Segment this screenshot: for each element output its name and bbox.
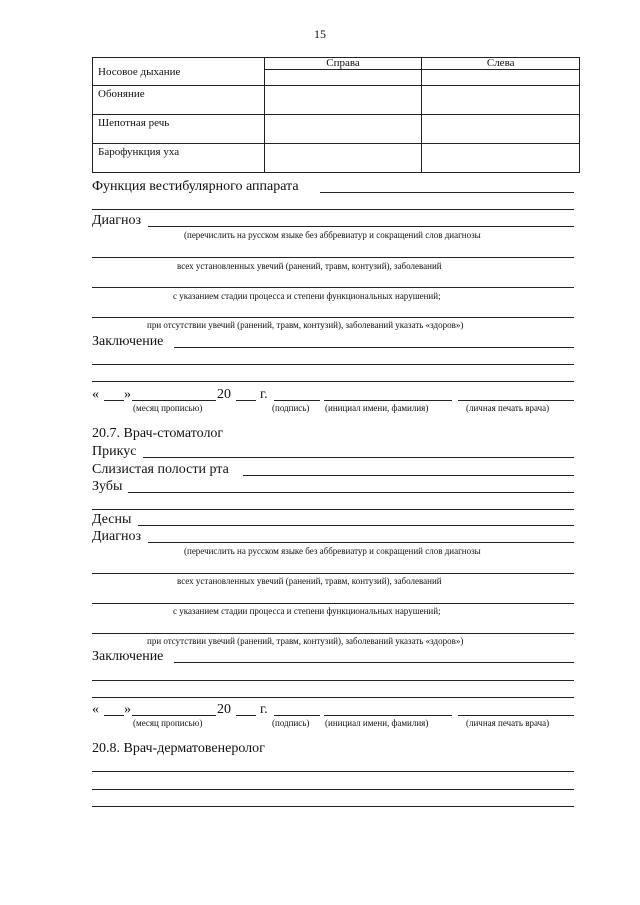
name-field[interactable] — [324, 400, 452, 401]
vestibular-line[interactable] — [320, 192, 574, 193]
year-prefix: 20 — [217, 702, 231, 717]
blank-line[interactable] — [92, 509, 574, 510]
day-field[interactable] — [104, 715, 124, 716]
blank-line[interactable] — [92, 287, 574, 288]
year-field[interactable] — [236, 400, 256, 401]
cell-smell-right[interactable] — [264, 86, 422, 115]
cell-smell-left[interactable] — [422, 86, 580, 115]
cell-whisper-left[interactable] — [422, 115, 580, 144]
blank-line[interactable] — [92, 381, 574, 382]
date-quote-close: » — [124, 387, 131, 402]
diagnosis-hint: с указанием стадии процесса и степени функциональных нарушений; — [173, 606, 441, 616]
stamp-field[interactable] — [458, 400, 574, 401]
month-hint: (месяц прописью) — [133, 718, 203, 728]
teeth-line[interactable] — [128, 492, 574, 493]
cell-baro-right[interactable] — [264, 144, 422, 173]
table-row — [93, 86, 580, 115]
section-title-derm: 20.8. Врач-дерматовенеролог — [92, 741, 265, 756]
blank-line[interactable] — [92, 771, 574, 772]
blank-line[interactable] — [92, 257, 574, 258]
bite-line[interactable] — [143, 457, 574, 458]
year-suffix: г. — [260, 387, 268, 402]
diagnosis-hint: при отсутствии увечий (ранений, травм, контузий), заболеваний указать «здоров») — [147, 320, 464, 330]
diagnosis-hint: с указанием стадии процесса и степени функциональных нарушений; — [173, 291, 441, 301]
header-left: Слева — [422, 58, 580, 70]
mucosa-label: Слизистая полости рта — [92, 462, 229, 477]
day-field[interactable] — [104, 400, 124, 401]
row-label-barofunction: Барофункция уха — [93, 144, 265, 173]
conclusion-line[interactable] — [174, 347, 574, 348]
gums-line[interactable] — [138, 525, 574, 526]
year-suffix: г. — [260, 702, 268, 717]
row-label-whisper: Шепотная речь — [93, 115, 265, 144]
diagnosis-line[interactable] — [148, 226, 574, 227]
blank-line[interactable] — [92, 697, 574, 698]
conclusion-label: Заключение — [92, 334, 164, 349]
blank-line[interactable] — [92, 789, 574, 790]
table-row — [93, 144, 580, 173]
diagnosis-hint: (перечислить на русском языке без аббревиатур и сокращений слов диагнозы — [184, 230, 481, 240]
blank-line[interactable] — [92, 317, 574, 318]
name-hint: (инициал имени, фамилия) — [325, 403, 429, 413]
ent-table — [92, 57, 580, 173]
blank-line[interactable] — [92, 364, 574, 365]
gums-label: Десны — [92, 512, 132, 527]
row-label-smell: Обоняние — [93, 86, 265, 115]
month-field[interactable] — [132, 715, 216, 716]
year-prefix: 20 — [217, 387, 231, 402]
year-field[interactable] — [236, 715, 256, 716]
stamp-field[interactable] — [458, 715, 574, 716]
table-row — [93, 58, 580, 70]
row-label-nasal-breathing: Носовое дыхание — [93, 58, 265, 86]
blank-line[interactable] — [92, 633, 574, 634]
sign-hint: (подпись) — [272, 403, 310, 413]
month-hint: (месяц прописью) — [133, 403, 203, 413]
stamp-hint: (личная печать врача) — [466, 403, 550, 413]
stamp-hint: (личная печать врача) — [466, 718, 550, 728]
sign-field[interactable] — [274, 400, 320, 401]
blank-line[interactable] — [92, 680, 574, 681]
diagnosis-hint: при отсутствии увечий (ранений, травм, контузий), заболеваний указать «здоров») — [147, 636, 464, 646]
blank-line[interactable] — [92, 603, 574, 604]
cell-nasal-right[interactable] — [264, 70, 422, 86]
conclusion-line[interactable] — [174, 662, 574, 663]
cell-nasal-left[interactable] — [422, 70, 580, 86]
sign-field[interactable] — [274, 715, 320, 716]
diagnosis-hint: всех установленных увечий (ранений, травм, контузий), заболеваний — [177, 261, 442, 271]
cell-baro-left[interactable] — [422, 144, 580, 173]
page-number: 15 — [314, 27, 326, 41]
diagnosis-hint: всех установленных увечий (ранений, травм, контузий), заболеваний — [177, 576, 442, 586]
conclusion-label: Заключение — [92, 649, 164, 664]
vestibular-label: Функция вестибулярного аппарата — [92, 179, 299, 194]
name-field[interactable] — [324, 715, 452, 716]
diagnosis-label: Диагноз — [92, 529, 142, 544]
diagnosis-hint: (перечислить на русском языке без аббревиатур и сокращений слов диагнозы — [184, 546, 481, 556]
mucosa-line[interactable] — [243, 475, 574, 476]
blank-line[interactable] — [92, 209, 574, 210]
month-field[interactable] — [132, 400, 216, 401]
name-hint: (инициал имени, фамилия) — [325, 718, 429, 728]
blank-line[interactable] — [92, 573, 574, 574]
header-right: Справа — [264, 58, 422, 70]
diagnosis-label: Диагноз — [92, 213, 142, 228]
date-quote-close: » — [124, 702, 131, 717]
date-quote-open: « — [92, 387, 99, 402]
bite-label: Прикус — [92, 444, 137, 459]
date-quote-open: « — [92, 702, 99, 717]
teeth-label: Зубы — [92, 479, 123, 494]
sign-hint: (подпись) — [272, 718, 310, 728]
table-row — [93, 115, 580, 144]
diagnosis-line[interactable] — [148, 542, 574, 543]
blank-line[interactable] — [92, 806, 574, 807]
cell-whisper-right[interactable] — [264, 115, 422, 144]
section-title-dentist: 20.7. Врач-стоматолог — [92, 426, 224, 441]
